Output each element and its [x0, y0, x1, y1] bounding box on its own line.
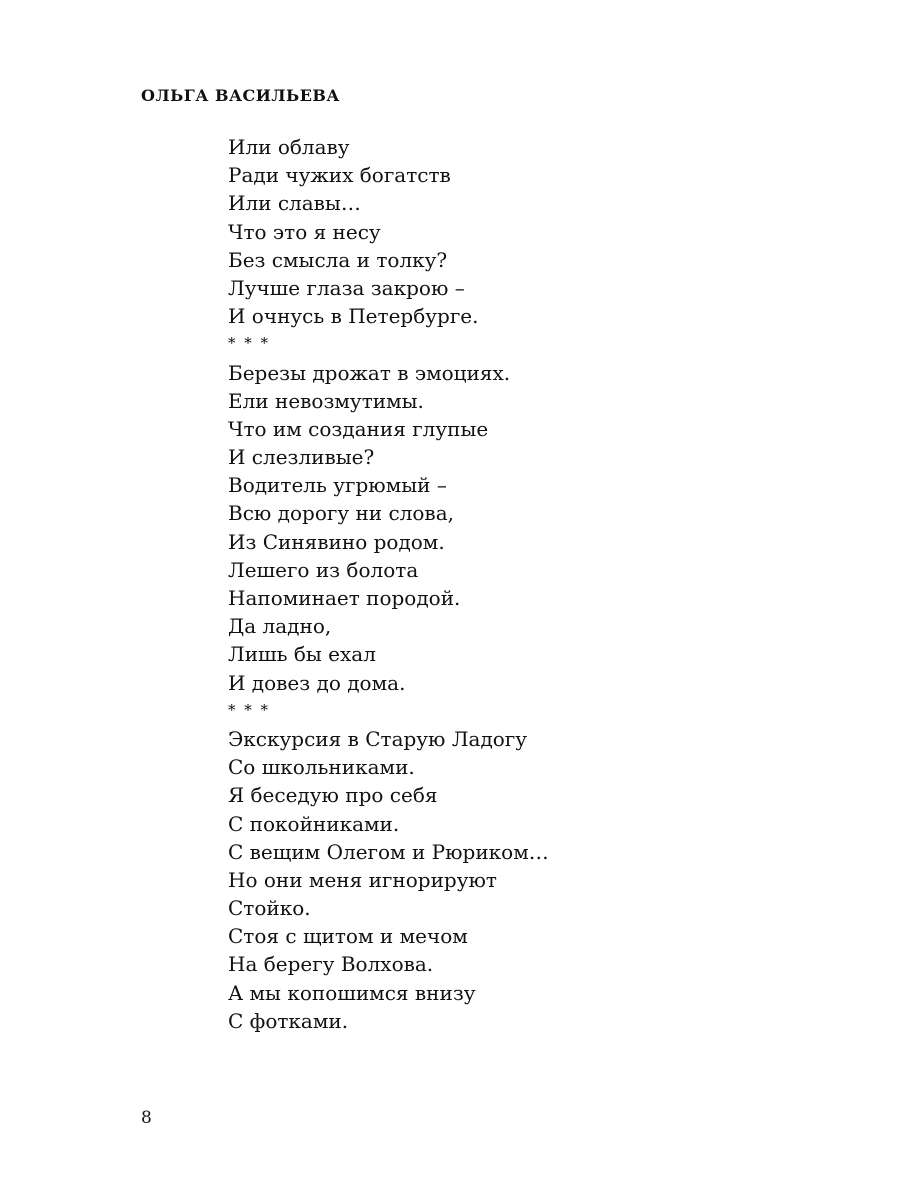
- poem-line: Я беседую про себя: [228, 783, 438, 808]
- poem-line: С фотками.: [228, 1008, 349, 1033]
- running-head-author: ОЛЬГА ВАСИЛЬЕВА: [141, 86, 340, 105]
- poem-line: Экскурсия в Старую Ладогу: [228, 726, 528, 751]
- poem-line: А мы копошимся внизу: [228, 980, 476, 1005]
- poem-line: Лешего из болота: [228, 557, 419, 582]
- poem-line: И довез до дома.: [228, 670, 406, 695]
- poem-line: Ели невозмутимы.: [228, 388, 424, 413]
- poem-line: Водитель угрюмый –: [228, 473, 447, 498]
- poem-line: И слезливые?: [228, 445, 375, 470]
- poem-line: Что это я несу: [228, 219, 381, 244]
- poem-line: Ради чужих богатств: [228, 163, 451, 188]
- poem-line: Но они меня игнорируют: [228, 867, 497, 892]
- page-number: 8: [141, 1108, 152, 1128]
- stanza-separator: * * *: [228, 700, 271, 719]
- poem-line: Лишь бы ехал: [228, 642, 376, 667]
- poem-line: Что им создания глупые: [228, 416, 489, 441]
- poem-line: На берегу Волхова.: [228, 952, 434, 977]
- poem-line: Стойко.: [228, 896, 311, 921]
- poem-line: Напоминает породой.: [228, 586, 461, 610]
- poem-line: Всю дорогу ни слова,: [228, 501, 454, 526]
- poem-line: Без смысла и толку?: [228, 247, 448, 272]
- poem-line: Или славы…: [228, 191, 361, 216]
- poem-line: Березы дрожат в эмоциях.: [228, 360, 511, 385]
- poem-line: Да ладно,: [228, 614, 332, 639]
- poem-line: Или облаву: [228, 135, 350, 159]
- poem-line: Из Синявино родом.: [228, 529, 445, 554]
- poem-line: С покойниками.: [228, 811, 400, 836]
- poem-line: И очнусь в Петербурге.: [228, 304, 479, 329]
- poem-line: С вещим Олегом и Рюриком…: [228, 839, 549, 864]
- stanza-separator: * * *: [228, 334, 271, 353]
- poem-text: [228, 133, 788, 1035]
- poem-line: Стоя с щитом и мечом: [228, 924, 468, 949]
- poem-line: Лучше глаза закрою –: [228, 275, 465, 300]
- poem-line: Со школьниками.: [228, 755, 415, 780]
